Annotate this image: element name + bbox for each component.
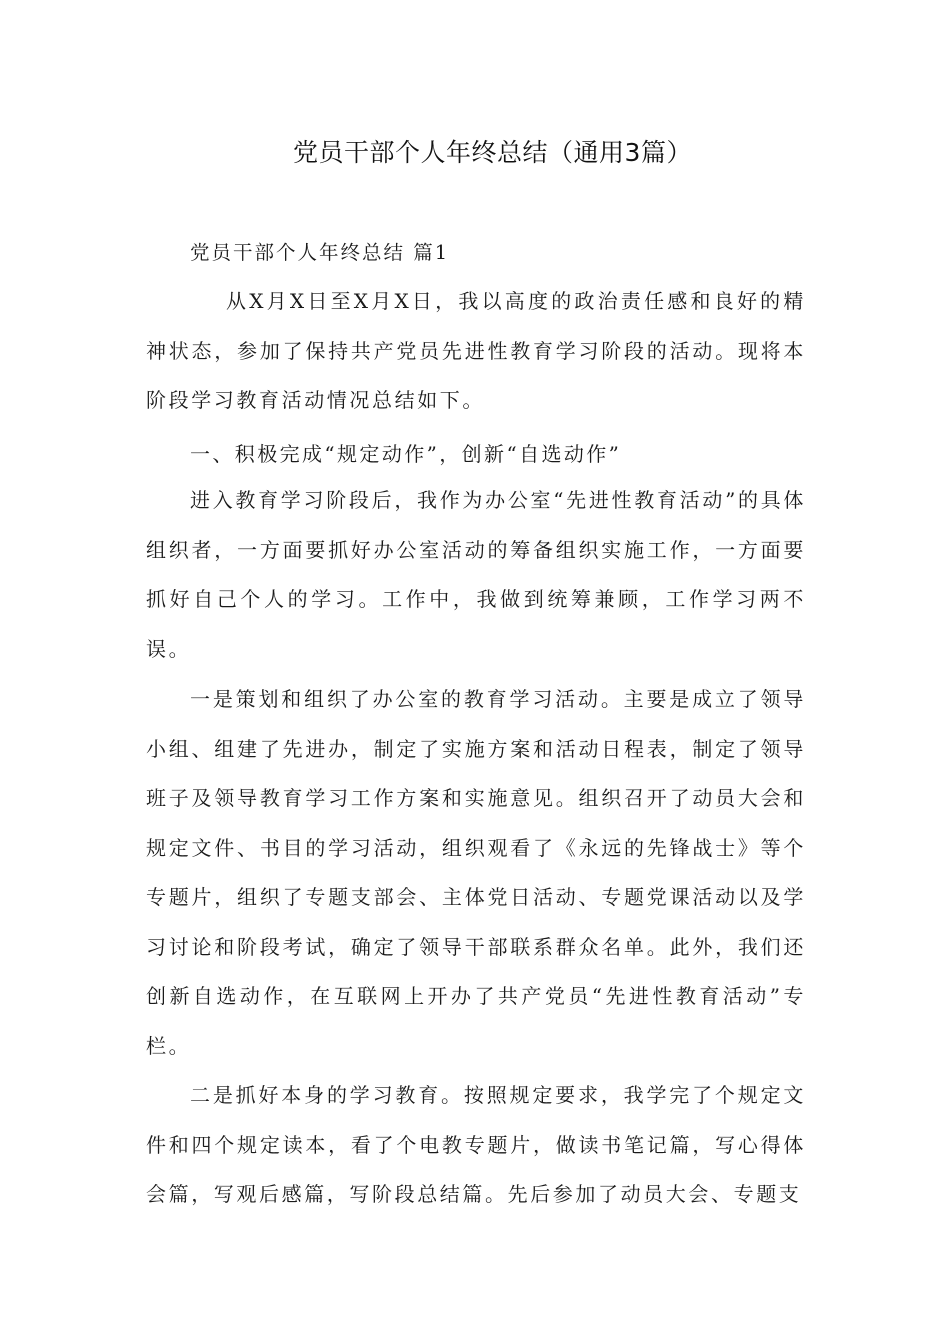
section-title: 党员干部个人年终总结 篇1 [190,241,450,264]
heading-one: 一、积极完成“规定动作”，创新“自选动作” [190,442,622,466]
paragraph-2: 一是策划和组织了办公室的教育学习活动。主要是成立了领导小组、组建了先进办，制定了实施方案和活动日程表，制定了领导班子及领导教育学习工作方案和实施意见。组织召开了动员大会和规定文件、书目的学习活动，组织观看了《永远的先锋战士》等个专题片，组织了专题支部会、主体党日活动、专题党课活动以及学习讨论和阶段考试，确定了领导干部联系群众名单。此外，我们还创新自选动作，在互联网上开办了共产党员“先进性教育活动”专栏。 [146,687,806,1058]
paragraph-3: 二是抓好本身的学习教育。按照规定要求，我学完了个规定文件和四个规定读本，看了个电教专题片，做读书笔记篇，写心得体会篇，写观后感篇，写阶段总结篇。先后参加了动员大会、专题支 [146,1083,806,1206]
document-title: 党员干部个人年终总结（通用3篇） [293,138,692,167]
intro-paragraph: 从X月X日至X月X日，我以高度的政治责任感和良好的精神状态，参加了保持共产党员先进性教育学习阶段的活动。现将本阶段学习教育活动情况总结如下。 [146,289,806,412]
paragraph-1: 进入教育学习阶段后，我作为办公室“先进性教育活动”的具体组织者，一方面要抓好办公室活动的筹备组织实施工作，一方面要抓好自己个人的学习。工作中，我做到统筹兼顾，工作学习两不误。 [146,488,806,661]
